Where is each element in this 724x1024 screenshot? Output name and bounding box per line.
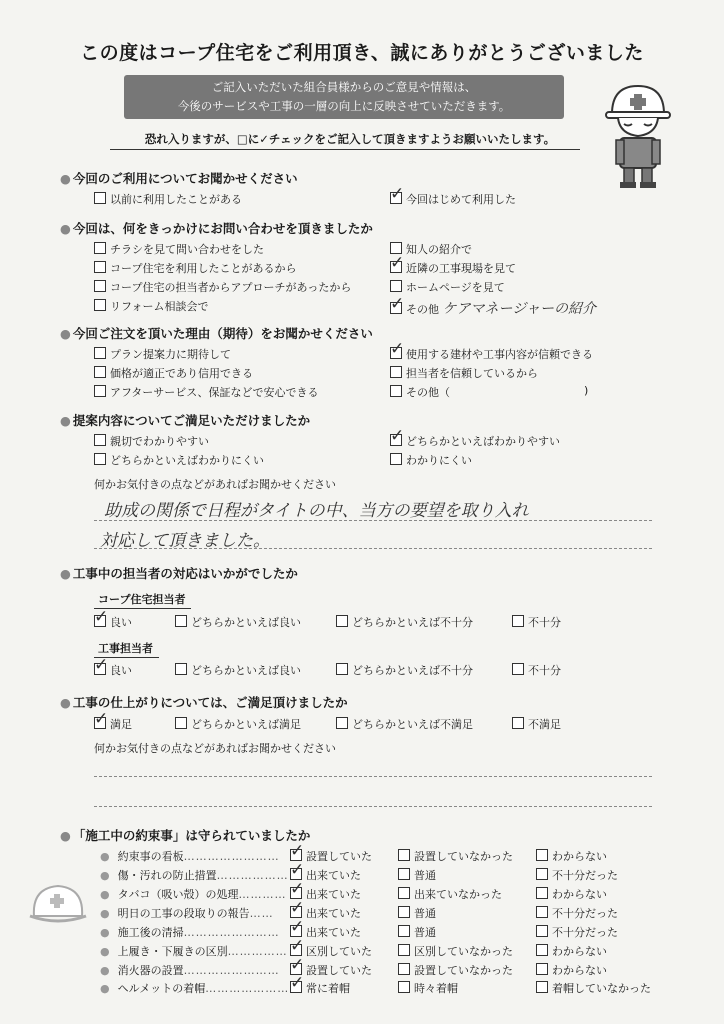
checkbox[interactable] bbox=[390, 366, 402, 378]
checkbox[interactable] bbox=[536, 868, 548, 880]
check-mark-icon: ✓ bbox=[94, 709, 109, 729]
q7-row-option-a[interactable]: ✓ 常に着帽 bbox=[290, 973, 350, 995]
check-mark-icon: ✓ bbox=[390, 253, 405, 273]
q4-option-somewhat-unclear[interactable]: どちらかといえばわかりにくい bbox=[94, 452, 264, 468]
q7-row-option-b[interactable]: 普通 bbox=[398, 905, 436, 921]
checkbox[interactable] bbox=[398, 868, 410, 880]
checkbox[interactable] bbox=[536, 906, 548, 918]
check-mark-icon: ✓ bbox=[290, 936, 305, 956]
q7-row-text: 明日の工事の段取りの報告 bbox=[117, 907, 250, 920]
q7-row-option-a[interactable]: ✓ 出来ていた bbox=[290, 860, 361, 882]
checkbox[interactable] bbox=[398, 906, 410, 918]
q5-worker-option-poor[interactable]: 不十分 bbox=[512, 662, 561, 678]
leader-dots: …… bbox=[249, 907, 274, 920]
checkbox[interactable] bbox=[336, 717, 348, 729]
q7-row-option-a[interactable]: ✓ 設置していた bbox=[290, 955, 372, 977]
bullet-icon: ● bbox=[100, 964, 110, 977]
question-7-title: ● 「施工中の約束事」は守られていましたか bbox=[60, 828, 311, 843]
check-mark-icon: ✓ bbox=[390, 184, 405, 204]
instruction-text: 恐れ入りますが、□に✓チェックをご記入して頂きますようお願いいたします。 bbox=[144, 132, 556, 146]
checkbox[interactable] bbox=[398, 887, 410, 899]
q7-row-option-a[interactable]: ✓ 出来ていた bbox=[290, 917, 361, 939]
construction-worker-icon bbox=[598, 80, 678, 192]
q7-row-option-a[interactable]: ✓ 設置していた bbox=[290, 841, 372, 863]
q1-option-returning[interactable]: 以前に利用したことがある bbox=[94, 191, 242, 207]
construction-staff-tag: 工事担当者 bbox=[94, 640, 159, 658]
q1-option-first-time[interactable]: ✓ 今回はじめて利用した bbox=[390, 184, 516, 206]
check-mark-icon: ✓ bbox=[290, 917, 305, 937]
bullet-icon: ● bbox=[100, 888, 110, 901]
coop-staff-tag: コープ住宅担当者 bbox=[94, 591, 191, 609]
q7-row-option-c[interactable]: わからない bbox=[536, 943, 607, 959]
q5-coop-option-good[interactable]: ✓ 良い bbox=[94, 607, 132, 629]
checkbox[interactable] bbox=[175, 615, 187, 627]
bullet-icon: ● bbox=[100, 907, 110, 920]
bullet-icon: ● bbox=[100, 869, 110, 882]
checkbox-checked[interactable] bbox=[94, 709, 109, 729]
q6-comment-prompt: 何かお気付きの点などがあればお聞かせください bbox=[94, 742, 336, 755]
q2-other-handwritten: ケアマネージャーの紹介 bbox=[442, 301, 596, 317]
q7-row-label bbox=[100, 867, 289, 883]
question-5-title: ● 工事中の担当者の対応はいかがでしたか bbox=[60, 566, 298, 581]
checkbox-checked[interactable] bbox=[390, 294, 405, 314]
q7-row-label bbox=[100, 943, 288, 959]
q4-comment-prompt: 何かお気付きの点などがあればお聞かせください bbox=[94, 478, 336, 491]
checkbox[interactable] bbox=[336, 663, 348, 675]
checkbox[interactable] bbox=[536, 925, 548, 937]
question-2-title: ● 今回は、何をきっかけにお問い合わせを頂きましたか bbox=[60, 221, 373, 236]
q7-row-option-c[interactable]: 不十分だった bbox=[536, 905, 618, 921]
checkbox[interactable] bbox=[94, 347, 106, 359]
checkbox[interactable] bbox=[536, 981, 548, 993]
checkbox[interactable] bbox=[336, 615, 348, 627]
checkbox[interactable] bbox=[94, 453, 106, 465]
checkbox[interactable] bbox=[94, 192, 106, 204]
q3-option-price[interactable]: 価格が適正であり信用できる bbox=[94, 365, 253, 381]
checkbox[interactable] bbox=[175, 663, 187, 675]
q7-row-label bbox=[100, 962, 280, 978]
q7-row-text: 傷・汚れの防止措置 bbox=[117, 869, 217, 882]
checkbox[interactable] bbox=[94, 242, 106, 254]
q2-option-reform-consult[interactable]: リフォーム相談会で bbox=[94, 298, 208, 314]
helmet-icon bbox=[26, 880, 90, 928]
checkbox[interactable] bbox=[94, 261, 106, 273]
q3-option-materials[interactable]: ✓ 使用する建材や工事内容が信頼できる bbox=[390, 339, 593, 361]
q2-option-nearby-site[interactable]: ✓ 近隣の工事現場を見て bbox=[390, 253, 516, 275]
checkbox[interactable] bbox=[390, 385, 402, 397]
comment-line bbox=[94, 548, 652, 549]
checkbox-checked[interactable] bbox=[390, 339, 405, 359]
q2-option-flyer[interactable]: チラシを見て問い合わせをした bbox=[94, 241, 264, 257]
bullet-icon: ● bbox=[100, 982, 110, 995]
bullet-icon: ● bbox=[100, 850, 110, 863]
check-mark-icon: ✓ bbox=[290, 955, 305, 975]
q7-row-option-b[interactable]: 出来ていなかった bbox=[398, 886, 502, 902]
q7-row-text: 上履き・下履きの区別 bbox=[117, 945, 228, 958]
checkbox[interactable] bbox=[398, 944, 410, 956]
leader-dots: ……………… bbox=[216, 869, 289, 882]
q7-row-label bbox=[100, 924, 280, 940]
q7-row-option-b[interactable]: 設置していなかった bbox=[398, 962, 513, 978]
checkbox[interactable] bbox=[175, 717, 187, 729]
q5-worker-option-good[interactable]: ✓ 良い bbox=[94, 655, 132, 677]
checkbox[interactable] bbox=[94, 366, 106, 378]
leader-dots: …………… bbox=[227, 945, 288, 958]
q5-coop-option-poor[interactable]: 不十分 bbox=[512, 614, 561, 630]
check-mark-icon: ✓ bbox=[94, 655, 109, 675]
checkbox-checked[interactable] bbox=[390, 426, 405, 446]
q2-option-past-use[interactable]: コープ住宅を利用したことがあるから bbox=[94, 260, 296, 276]
comment-line bbox=[94, 520, 652, 521]
q7-row-option-b[interactable]: 普通 bbox=[398, 867, 436, 883]
q3-option-plan[interactable]: プラン提案力に期待して bbox=[94, 346, 231, 362]
q7-row-option-a[interactable]: ✓ 区別していた bbox=[290, 936, 372, 958]
checkbox-checked[interactable] bbox=[290, 973, 305, 993]
question-4-title: ● 提案内容についてご満足いただけましたか bbox=[60, 413, 311, 428]
q3-option-other[interactable]: その他（ bbox=[390, 384, 450, 400]
leader-dots: …………………… bbox=[183, 926, 280, 939]
q3-other-paren-close: ) bbox=[584, 384, 589, 397]
question-3-title: ● 今回ご注文を頂いた理由（期待）をお聞かせください bbox=[60, 326, 373, 341]
checkbox[interactable] bbox=[94, 299, 106, 311]
q4-option-clear[interactable]: 親切でわかりやすい bbox=[94, 433, 209, 449]
checkbox[interactable] bbox=[94, 434, 106, 446]
checkbox-checked[interactable] bbox=[94, 655, 109, 675]
check-mark-icon: ✓ bbox=[94, 607, 109, 627]
check-mark-icon: ✓ bbox=[290, 879, 305, 899]
q7-row-text: 約束事の看板 bbox=[117, 850, 184, 863]
check-mark-icon: ✓ bbox=[290, 898, 305, 918]
q7-row-label bbox=[100, 980, 289, 996]
q7-row-label bbox=[100, 905, 274, 921]
question-1-title: ● 今回のご利用についてお聞かせください bbox=[60, 171, 298, 186]
q5-coop-option-somewhat-good[interactable]: どちらかといえば良い bbox=[175, 614, 301, 630]
banner-line-1: ご記入いただいた組合員様からのご意見や情報は、 bbox=[211, 80, 477, 94]
checkbox[interactable] bbox=[512, 615, 524, 627]
q5-worker-option-somewhat-poor[interactable]: どちらかといえば不十分 bbox=[336, 662, 473, 678]
q6-option-dissatisfied[interactable]: 不満足 bbox=[512, 716, 561, 732]
q7-row-text: ヘルメットの着帽 bbox=[117, 982, 206, 995]
q7-row-text: タバコ（吸い殻）の処理 bbox=[117, 888, 239, 901]
q3-option-staff-trust[interactable]: 担当者を信頼しているから bbox=[390, 365, 538, 381]
check-mark-icon: ✓ bbox=[390, 339, 405, 359]
checkbox[interactable] bbox=[398, 981, 410, 993]
divider bbox=[110, 149, 580, 150]
check-mark-icon: ✓ bbox=[390, 294, 405, 314]
q2-option-approach[interactable]: コープ住宅の担当者からアプローチがあったから bbox=[94, 279, 351, 295]
q4-option-somewhat-clear[interactable]: ✓ どちらかといえばわかりやすい bbox=[390, 426, 560, 448]
intro-banner bbox=[124, 75, 564, 119]
q6-option-somewhat-dissatisfied[interactable]: どちらかといえば不満足 bbox=[336, 716, 473, 732]
checkbox[interactable] bbox=[512, 717, 524, 729]
checkbox[interactable] bbox=[398, 849, 410, 861]
question-6-title: ● 工事の仕上がりについては、ご満足頂けましたか bbox=[60, 695, 348, 710]
q3-option-after-service[interactable]: アフターサービス、保証などで安心できる bbox=[94, 384, 319, 400]
q4-comment-line-2: 対応して頂きました。 bbox=[100, 531, 270, 551]
checkbox-checked[interactable] bbox=[390, 253, 405, 273]
q5-coop-option-somewhat-poor[interactable]: どちらかといえば不十分 bbox=[336, 614, 473, 630]
checkbox[interactable] bbox=[536, 887, 548, 899]
q7-row-option-a[interactable]: ✓ 出来ていた bbox=[290, 898, 361, 920]
checkbox-checked[interactable] bbox=[94, 607, 109, 627]
checkbox[interactable] bbox=[536, 849, 548, 861]
q2-option-homepage[interactable]: ホームページを見て bbox=[390, 279, 505, 295]
comment-line bbox=[94, 776, 652, 777]
q7-row-option-c[interactable]: 不十分だった bbox=[536, 867, 618, 883]
leader-dots: ………… bbox=[238, 888, 287, 901]
q2-option-referral[interactable]: 知人の紹介で bbox=[390, 241, 472, 257]
q4-comment-line-1: 助成の関係で日程がタイトの中、当方の要望を取り入れ bbox=[104, 501, 529, 521]
checkbox[interactable] bbox=[398, 963, 410, 975]
check-mark-icon: ✓ bbox=[290, 973, 305, 993]
comment-line bbox=[94, 806, 652, 807]
q6-option-satisfied[interactable]: ✓ 満足 bbox=[94, 709, 132, 731]
q7-row-text: 消火器の設置 bbox=[117, 964, 184, 977]
q2-option-other[interactable]: ✓ その他 ケアマネージャーの紹介 bbox=[390, 294, 596, 317]
q7-row-option-c[interactable]: 不十分だった bbox=[536, 924, 618, 940]
q7-row-option-b[interactable]: 設置していなかった bbox=[398, 848, 513, 864]
checkbox[interactable] bbox=[390, 453, 402, 465]
q7-row-label bbox=[100, 848, 280, 864]
q7-row-text: 施工後の清掃 bbox=[117, 926, 184, 939]
q7-row-option-b[interactable]: 時々着帽 bbox=[398, 980, 458, 996]
bullet-icon: ● bbox=[100, 945, 110, 958]
q7-row-option-c[interactable]: わからない bbox=[536, 886, 607, 902]
q7-row-option-c[interactable]: わからない bbox=[536, 962, 607, 978]
checkbox[interactable] bbox=[536, 944, 548, 956]
checkbox[interactable] bbox=[390, 280, 402, 292]
leader-dots: ………………… bbox=[205, 982, 290, 995]
q7-row-option-b[interactable]: 区別していなかった bbox=[398, 943, 513, 959]
page-title: この度はコープ住宅をご利用頂き、誠にありがとうございました bbox=[80, 42, 644, 64]
checkbox-checked[interactable] bbox=[390, 184, 405, 204]
q7-row-option-c[interactable]: わからない bbox=[536, 848, 607, 864]
leader-dots: …………………… bbox=[183, 964, 280, 977]
q6-option-somewhat-satisfied[interactable]: どちらかといえば満足 bbox=[175, 716, 301, 732]
bullet-icon: ● bbox=[100, 926, 110, 939]
check-mark-icon: ✓ bbox=[290, 841, 305, 861]
leader-dots: …………………… bbox=[183, 850, 280, 863]
check-mark-icon: ✓ bbox=[290, 860, 305, 880]
banner-line-2: 今後のサービスや工事の一層の向上に反映させていただきます。 bbox=[177, 99, 511, 113]
checkbox[interactable] bbox=[512, 663, 524, 675]
q7-row-option-b[interactable]: 普通 bbox=[398, 924, 436, 940]
checkbox[interactable] bbox=[94, 280, 106, 292]
q7-row-option-a[interactable]: ✓ 出来ていた bbox=[290, 879, 361, 901]
checkbox[interactable] bbox=[94, 385, 106, 397]
q5-worker-option-somewhat-good[interactable]: どちらかといえば良い bbox=[175, 662, 301, 678]
q7-row-option-c[interactable]: 着帽していなかった bbox=[536, 980, 651, 996]
q4-option-unclear[interactable]: わかりにくい bbox=[390, 452, 472, 468]
checkbox[interactable] bbox=[536, 963, 548, 975]
check-mark-icon: ✓ bbox=[390, 426, 405, 446]
checkbox[interactable] bbox=[398, 925, 410, 937]
q7-row-label bbox=[100, 886, 287, 902]
